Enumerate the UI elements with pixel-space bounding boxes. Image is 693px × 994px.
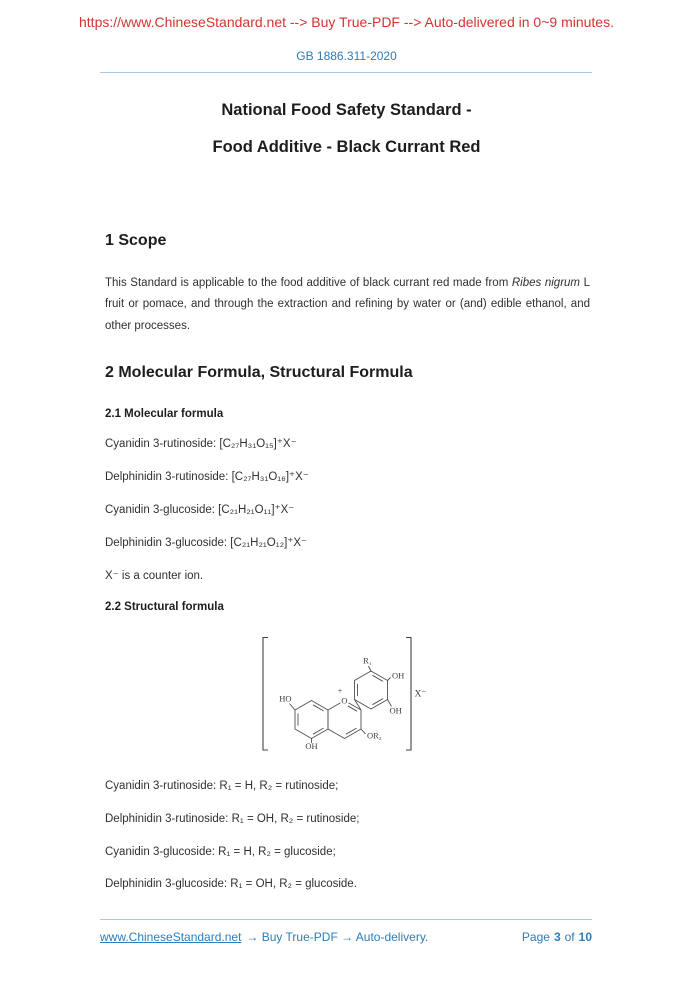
of-label: of <box>564 930 575 944</box>
ring-c-double-bonds <box>345 706 356 734</box>
header-promo: https://www.ChineseStandard.net --> Buy True-PDF --> Auto-delivered in 0~9 minutes. <box>79 14 614 30</box>
label-or2: OR₂ <box>366 730 382 741</box>
ring-b-double-bonds <box>357 675 383 704</box>
page-label: Page <box>521 930 550 944</box>
standard-code: GB 1886.311-2020 <box>296 49 397 63</box>
footer-delivery-text: → Buy True-PDF → Auto-delivery. <box>246 930 429 944</box>
ring-a <box>295 701 328 739</box>
flavylium-structure-svg <box>248 622 448 772</box>
section-heading-formula: 2 Molecular Formula, Structural Formula <box>105 363 413 381</box>
ring-c <box>328 703 361 739</box>
ring-a-double-bonds <box>298 705 324 734</box>
structural-formula-figure <box>105 622 590 777</box>
definition-line: Delphinidin 3-rutinoside: R₁ = OH, R₂ = rutinoside; <box>105 812 360 825</box>
label-ho: HO <box>278 693 291 704</box>
header-rule <box>100 72 592 73</box>
label-oh-bottom-right: OH <box>389 705 402 716</box>
molecular-formula-line: Delphinidin 3-rutinoside: [C₂₇H₃₁O₁₆]⁺X⁻ <box>105 470 309 483</box>
footer <box>100 919 592 944</box>
label-plus-charge: + <box>337 686 342 696</box>
definition-line: Cyanidin 3-rutinoside: R₁ = H, R₂ = rutinoside; <box>105 780 339 793</box>
label-counter-ion: X⁻ <box>414 689 426 700</box>
footer-link[interactable]: www.ChineseStandard.net <box>100 930 242 944</box>
page <box>0 14 693 994</box>
molecular-formula-line: Cyanidin 3-rutinoside: [C₂₇H₃₁O₁₅]⁺X⁻ <box>105 437 297 450</box>
footer-left <box>100 930 428 944</box>
ring-b <box>354 671 387 709</box>
definition-line: Delphinidin 3-glucoside: R₁ = OH, R₂ = glucoside. <box>105 878 357 891</box>
page-total: 10 <box>578 930 592 944</box>
page-current: 3 <box>553 930 561 944</box>
subsection-heading-structural: 2.2 Structural formula <box>105 601 224 614</box>
label-r1: R₁ <box>362 655 372 666</box>
subsection-heading-molecular: 2.1 Molecular formula <box>105 407 224 420</box>
molecular-formula-line: Cyanidin 3-glucoside: [C₂₁H₂₁O₁₁]⁺X⁻ <box>105 503 295 516</box>
document-body <box>105 231 590 891</box>
bracket-left <box>263 638 268 751</box>
scope-paragraph: This Standard is applicable to the food additive of black currant red made from Ribes nigrum L fruit or pomace, and through the extraction and refining by water or (and) edible ethanol, and other processes. <box>105 277 590 332</box>
counter-ion-note: X⁻ is a counter ion. <box>105 569 204 582</box>
label-oh-top-right: OH <box>391 670 404 681</box>
label-oh-bottom: OH <box>304 741 318 752</box>
section-heading-scope: 1 Scope <box>105 232 167 249</box>
label-ring-oxygen: O <box>340 695 348 706</box>
definition-line: Cyanidin 3-glucoside: R₁ = H, R₂ = glucoside; <box>105 845 336 858</box>
molecular-formula-line: Delphinidin 3-glucoside: [C₂₁H₂₁O₁₂]⁺X⁻ <box>105 536 308 549</box>
bracket-right <box>406 638 411 751</box>
page-indicator <box>522 930 592 944</box>
doc-title-line1: National Food Safety Standard - <box>221 101 472 119</box>
doc-title-line2: Food Additive - Black Currant Red <box>212 138 481 156</box>
